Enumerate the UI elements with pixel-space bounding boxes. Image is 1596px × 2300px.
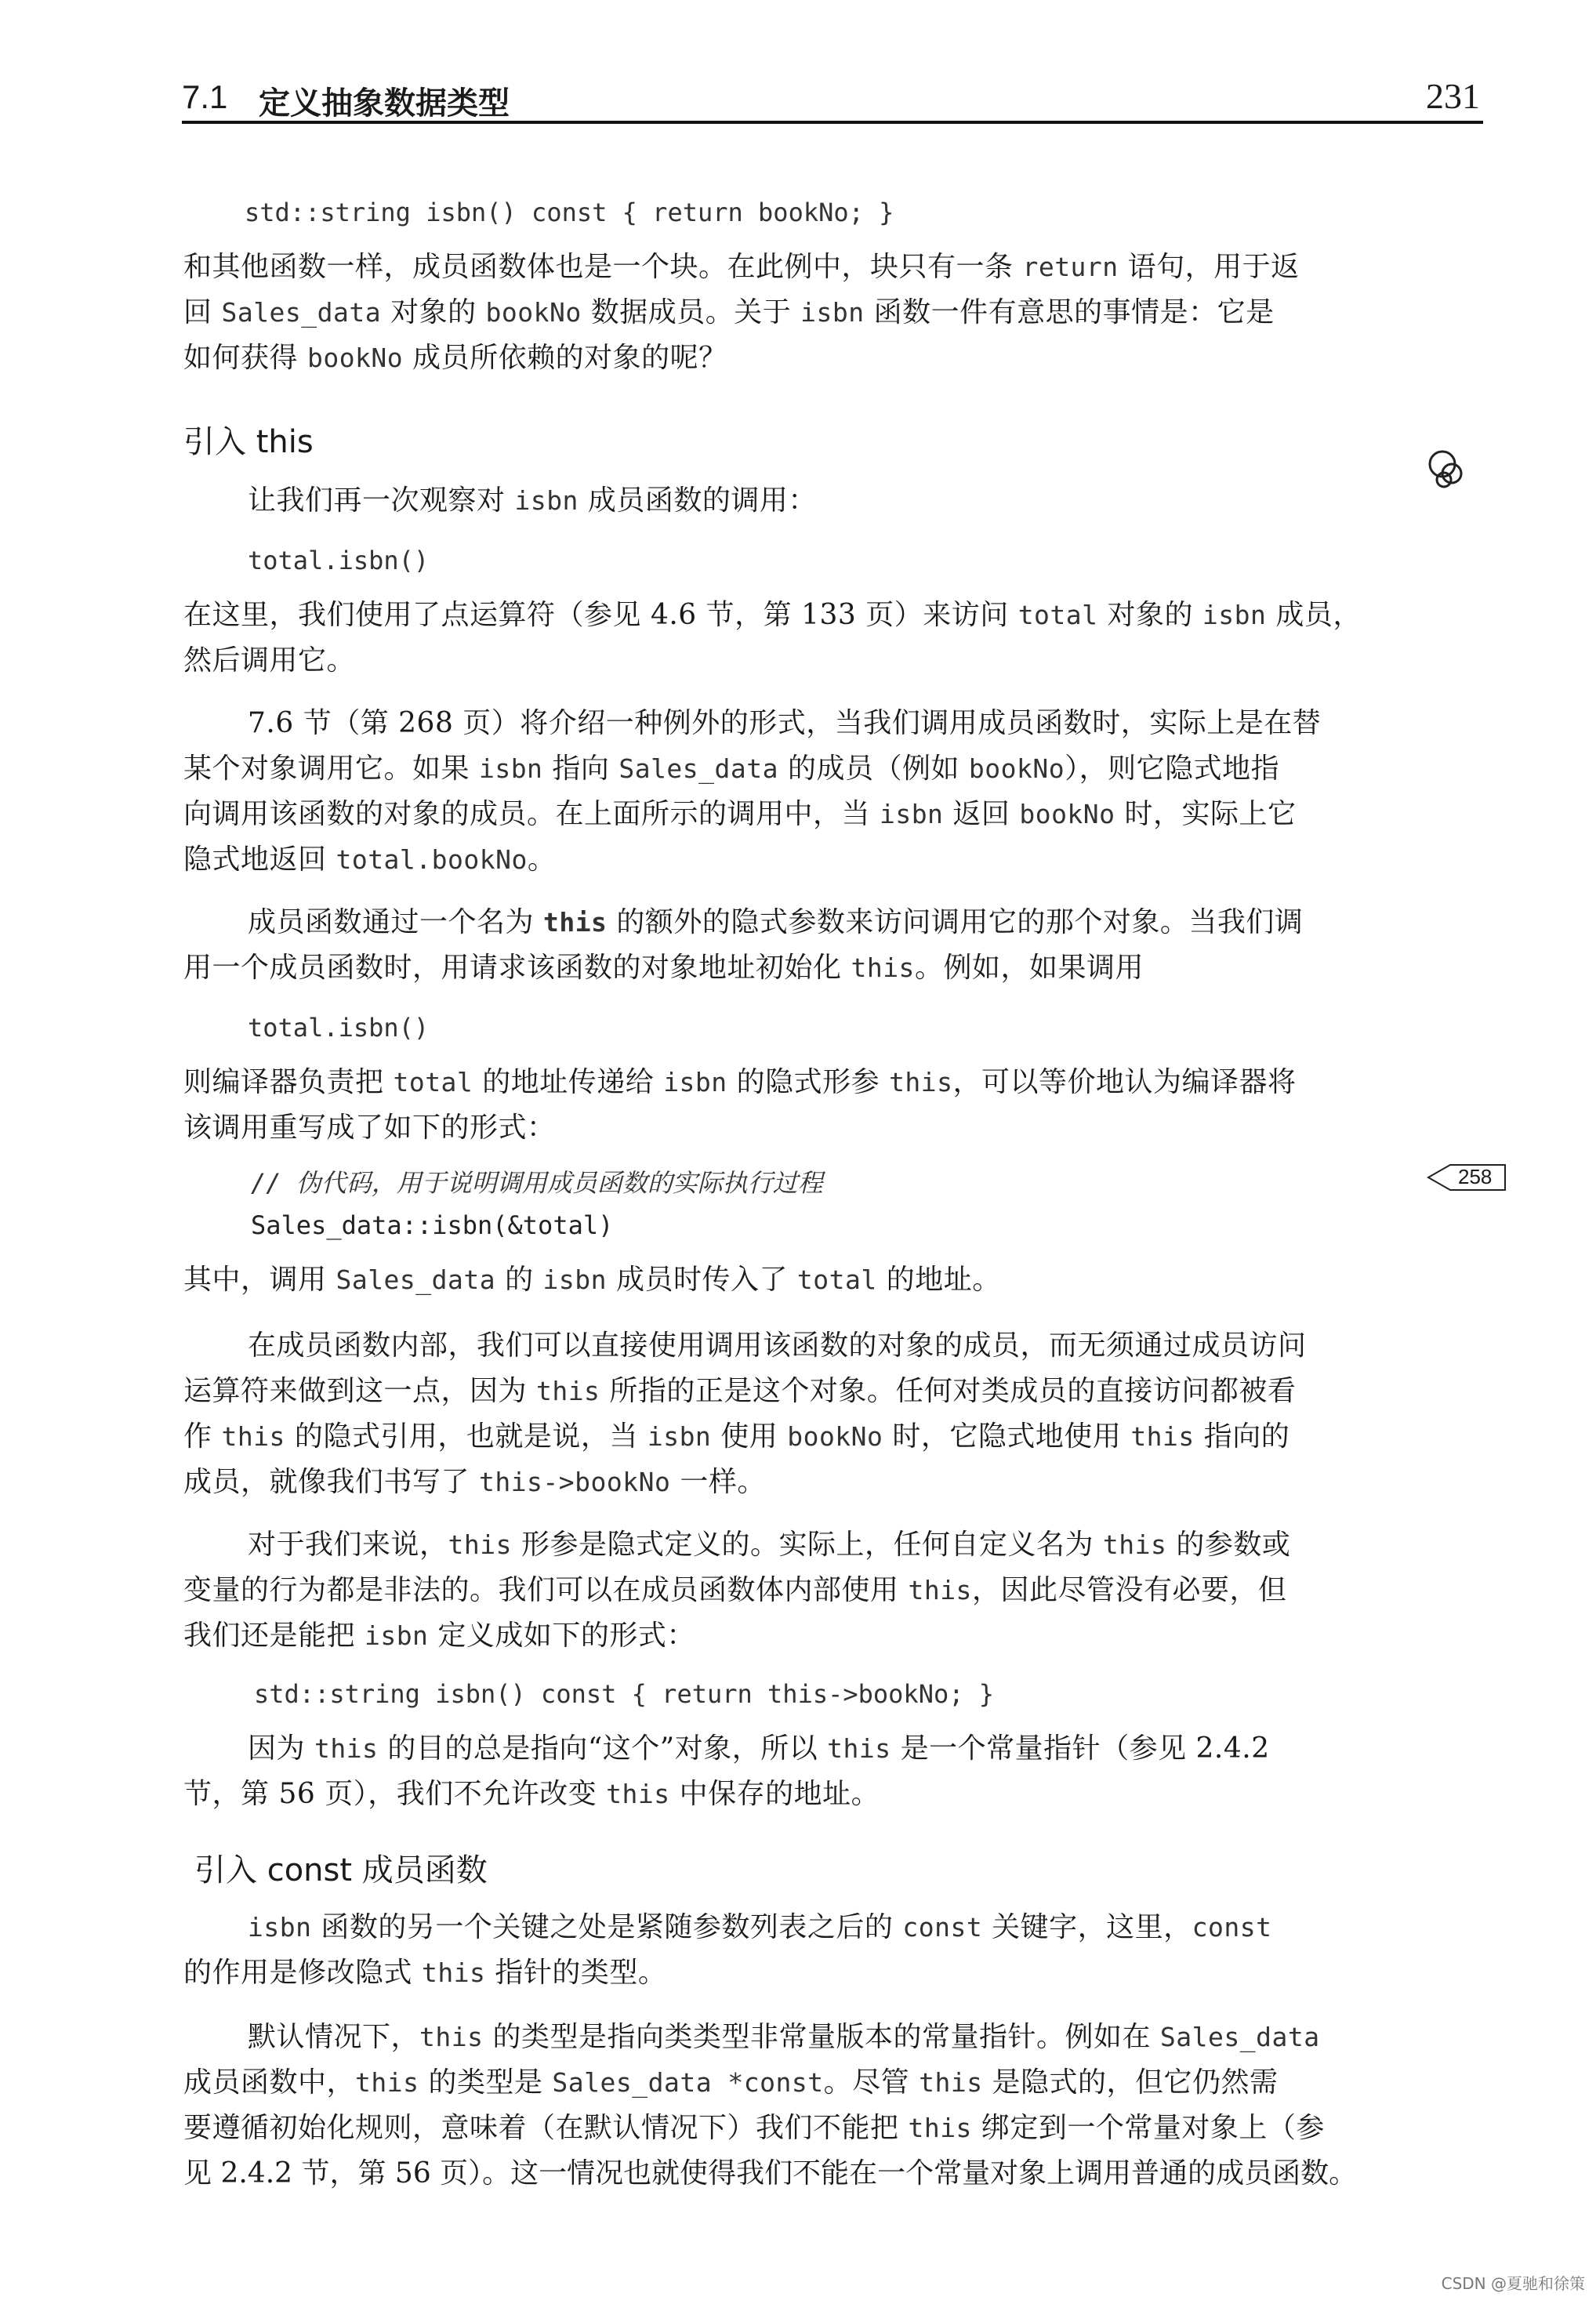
paragraph-direct-access: 在成员函数内部，我们可以直接使用调用该函数的对象的成员，而无须通过成员访问 <box>248 1330 1307 1362</box>
code-call-2: total.isbn() <box>248 1013 430 1043</box>
paragraph-exception-line: 某个对象调用它。如果 isbn 指向 Sales_data 的成员（例如 bookNo），则它隐式地指 <box>183 753 1280 785</box>
paragraph-block-line: 回 Sales_data 对象的 bookNo 数据成员。关于 isbn 函数一件有意思的事情是：它是 <box>183 296 1275 328</box>
paragraph-this-parameter-line: 用一个成员函数时，用请求该函数的对象地址初始化 this。例如，如果调用 <box>183 952 1144 984</box>
section-number: 7.1 <box>182 78 228 115</box>
code-isbn-definition: std::string isbn() const { return bookNo; } <box>245 198 894 227</box>
paragraph-exception-line: 隐式地返回 total.bookNo。 <box>183 843 557 876</box>
code-comment-pseudocode: // 伪代码，用于说明调用成员函数的实际执行过程 <box>251 1168 823 1198</box>
code-pseudo-call: Sales_data::isbn(&total) <box>251 1210 614 1240</box>
paragraph-direct-access-line: 成员，就像我们书写了 this->bookNo 一样。 <box>183 1466 766 1498</box>
paragraph-this-parameter: 成员函数通过一个名为 this 的额外的隐式参数来访问调用它的那个对象。当我们调 <box>248 906 1304 938</box>
csdn-watermark: CSDN @夏驰和徐策 <box>1441 2274 1585 2293</box>
paragraph-direct-access-line: 运算符来做到这一点，因为 this 所指的正是这个对象。任何对类成员的直接访问都被看 <box>183 1375 1297 1407</box>
paragraph-block-line: 如何获得 bookNo 成员所依赖的对象的呢？ <box>183 342 727 374</box>
paragraph-address-passed: 其中，调用 Sales_data 的 isbn 成员时传入了 total 的地址。 <box>183 1264 1001 1296</box>
code-call-1: total.isbn() <box>248 546 430 575</box>
paragraph-implicit-this: 对于我们来说，this 形参是隐式定义的。实际上，任何自定义名为 this 的参数或 <box>248 1529 1291 1561</box>
page-header <box>182 75 1483 124</box>
margin-page-reference-number: 258 <box>1458 1165 1493 1188</box>
paragraph-default-this-type-line: 要遵循初始化规则，意味着（在默认情况下）我们不能把 this 绑定到一个常量对象上（参 <box>183 2112 1325 2144</box>
paragraph-const-pointer-line: 节，第 56 页），我们不允许改变 this 中保存的地址。 <box>183 1778 880 1810</box>
section-title: 定义抽象数据类型 <box>259 85 510 122</box>
paragraph-direct-access-line: 作 this 的隐式引用，也就是说，当 isbn 使用 bookNo 时，它隐式地使用 this 指向的 <box>183 1420 1290 1453</box>
paragraph-implicit-this-line: 变量的行为都是非法的。我们可以在成员函数体内部使用 this，因此尽管没有必要，但 <box>183 1574 1287 1606</box>
paragraph-dot-operator-line: 然后调用它。 <box>183 644 356 677</box>
paragraph-default-this-type: 默认情况下，this 的类型是指向类类型非常量版本的常量指针。例如在 Sales_data <box>248 2021 1320 2053</box>
paragraph-const-keyword-line: 的作用是修改隐式 this 指针的类型。 <box>183 1957 667 1989</box>
heading-const-member-functions: 引入 const 成员函数 <box>194 1852 488 1888</box>
paragraph-const-keyword: isbn 函数的另一个关键之处是紧随参数列表之后的 const 关键字，这里，const <box>248 1911 1272 1943</box>
paragraph-default-this-type-line: 见 2.4.2 节，第 56 页）。这一情况也就使得我们不能在一个常量对象上调用普通的成员函数。 <box>183 2157 1358 2189</box>
heading-introducing-this: 引入 this <box>183 424 314 460</box>
paragraph-default-this-type-line: 成员函数中，this 的类型是 Sales_data *const。尽管 this 是隐式的，但它仍然需 <box>183 2066 1279 2099</box>
paragraph-dot-operator: 在这里，我们使用了点运算符（参见 4.6 节，第 133 页）来访问 total 对象的 isbn 成员， <box>183 599 1362 631</box>
paragraph-observe-call: 让我们再一次观察对 isbn 成员函数的调用： <box>248 484 817 517</box>
paragraph-compiler-rewrite: 则编译器负责把 total 的地址传递给 isbn 的隐式形参 this，可以等价地认为编译器将 <box>183 1066 1297 1098</box>
paragraph-exception: 7.6 节（第 268 页）将介绍一种例外的形式，当我们调用成员函数时，实际上是在替 <box>248 707 1322 739</box>
paragraph-const-pointer: 因为 this 的目的总是指向“这个”对象，所以 this 是一个常量指针（参见 2.4.2 <box>248 1732 1270 1765</box>
paragraph-compiler-rewrite-line: 该调用重写成了如下的形式： <box>183 1112 556 1144</box>
c++11-rings-icon <box>1425 447 1469 494</box>
paragraph-implicit-this-line: 我们还是能把 isbn 定义成如下的形式： <box>183 1620 695 1652</box>
paragraph-block: 和其他函数一样，成员函数体也是一个块。在此例中，块只有一条 return 语句，用于返 <box>183 251 1300 283</box>
margin-page-reference <box>1427 1163 1507 1192</box>
code-isbn-this-definition: std::string isbn() const { return this->bookNo; } <box>254 1679 995 1709</box>
paragraph-exception-line: 向调用该函数的对象的成员。在上面所示的调用中，当 isbn 返回 bookNo 时，实际上它 <box>183 798 1297 830</box>
page-number: 231 <box>1426 76 1480 116</box>
